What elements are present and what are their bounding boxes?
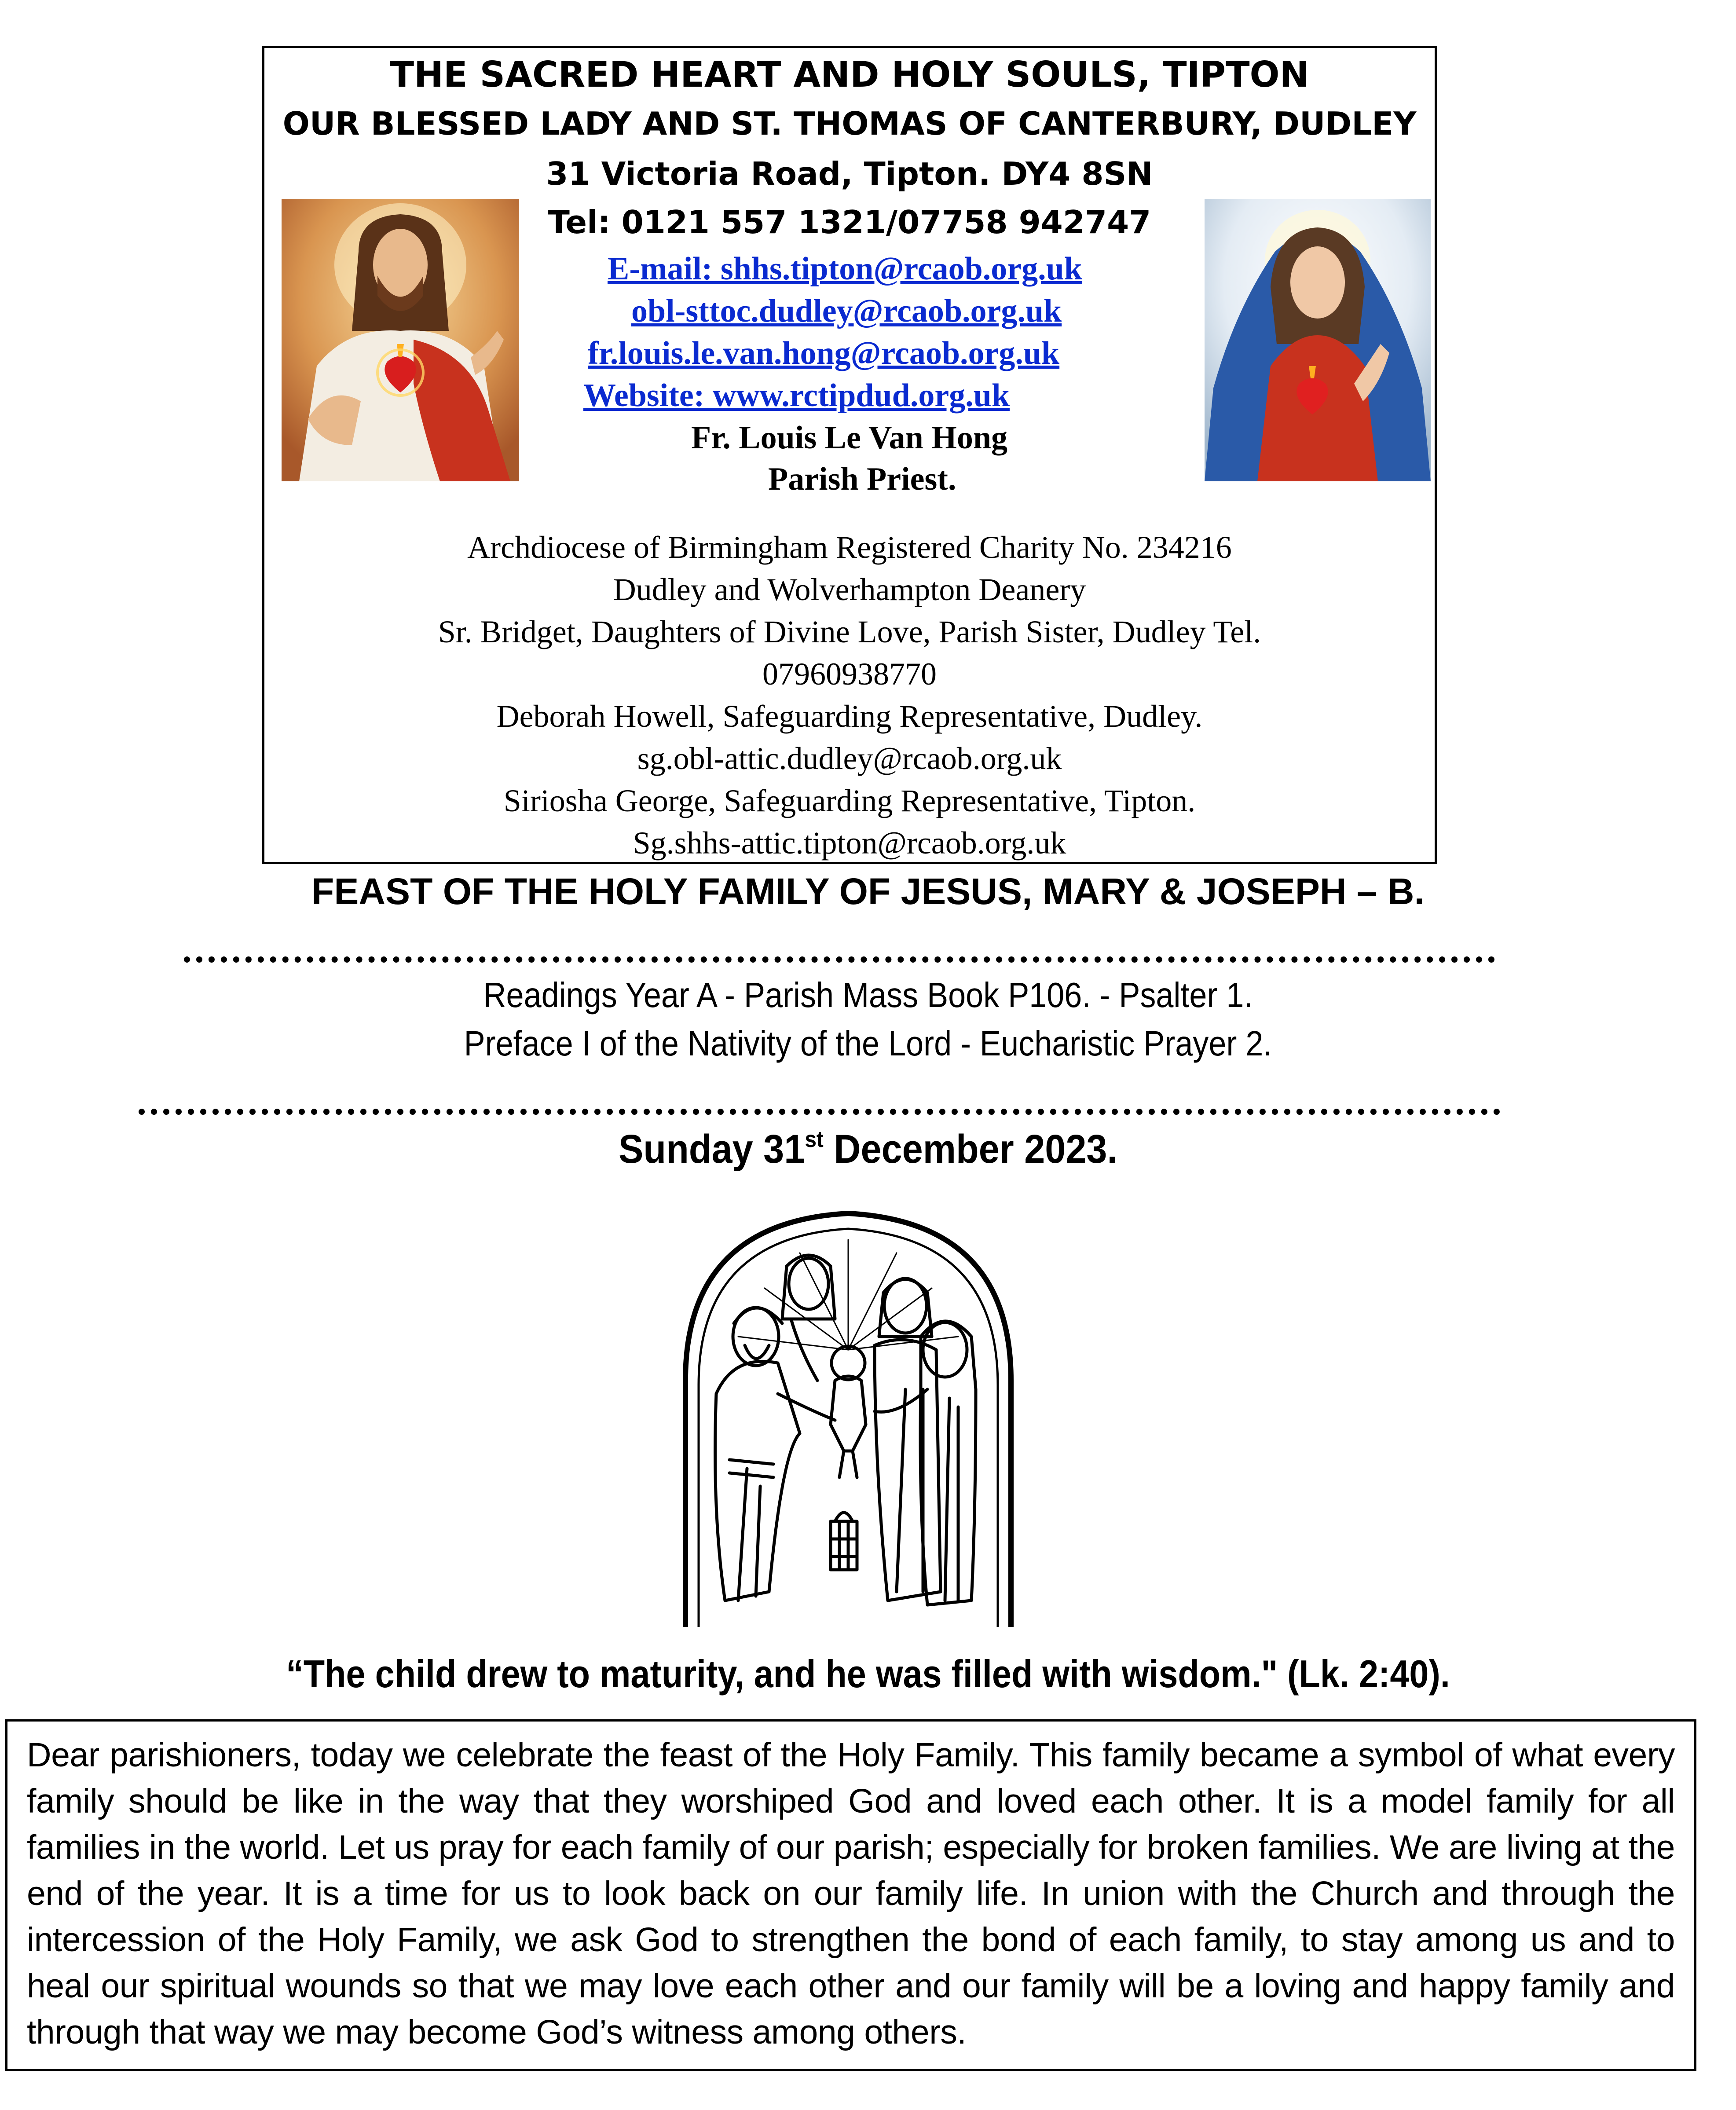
safeguarding-dudley-email: sg.obl-attic.dudley@rcaob.org.uk [637,741,1062,776]
priest-name: Fr. Louis Le Van Hong [691,420,1008,456]
gospel-quote: “The child drew to maturity, and he was filled with wisdom." (Lk. 2:40). [286,1652,1450,1696]
feast-title: FEAST OF THE HOLY FAMILY OF JESUS, MARY & JOSEPH – B. [311,871,1425,912]
parish-phone: Tel: 0121 557 1321/07758 942747 [548,204,1151,241]
parish-message-box [5,1719,1696,2071]
dotted-divider-bottom [139,1109,1500,1115]
email-link-priest[interactable]: fr.louis.le.van.hong@rcaob.org.uk [588,335,1060,371]
deanery: Dudley and Wolverhampton Deanery [613,572,1086,607]
holy-family-illustration [668,1205,1029,1627]
readings-line-2: Preface I of the Nativity of the Lord - Eucharistic Prayer 2. [464,1024,1272,1063]
charity-number: Archdiocese of Birmingham Registered Charity No. 234216 [467,530,1232,565]
safeguarding-dudley: Deborah Howell, Safeguarding Representative, Dudley. [496,699,1203,734]
dotted-divider-top [184,956,1495,963]
parish-address: 31 Victoria Road, Tipton. DY4 8SN [546,155,1153,192]
safeguarding-tipton-email: Sg.shhs-attic.tipton@rcaob.org.uk [633,825,1066,861]
parish-name-dudley: OUR BLESSED LADY AND ST. THOMAS OF CANTERBURY, DUDLEY [282,105,1417,142]
email-link-dudley[interactable]: obl-sttoc.dudley@rcaob.org.uk [631,293,1062,329]
parish-message: Dear parishioners, today we celebrate the feast of the Holy Family. This family became a symbol of what every family should be like in the way that they worshiped God and loved each other. It is a model family for all families in the world. Let us pray for each family of our parish; especially for broken families. We are living at the end of the year. It is a time for us to look back on our family life. In union with the Church and through the intercession of the Holy Family, we ask God to strengthen the bond of each family, to stay among us and to heal our spiritual wounds so that we may love each other and our family will be a loving and happy family and through that way we may become God’s witness among others. [27,1736,1675,2051]
parish-sister: Sr. Bridget, Daughters of Divine Love, Parish Sister, Dudley Tel. [438,614,1261,649]
parish-sister-phone: 07960938770 [762,656,937,692]
mass-date: Sunday 31st December 2023. [618,1127,1118,1172]
priest-title: Parish Priest. [768,461,956,497]
safeguarding-tipton: Siriosha George, Safeguarding Representative, Tipton. [503,783,1196,818]
email-link-tipton[interactable]: E-mail: shhs.tipton@rcaob.org.uk [608,251,1082,287]
parish-name-tipton: THE SACRED HEART AND HOLY SOULS, TIPTON [390,54,1309,95]
website-link[interactable]: Website: www.rctipdud.org.uk [583,377,1010,414]
readings-line-1: Readings Year A - Parish Mass Book P106. - Psalter 1. [483,975,1253,1015]
sacred-heart-portrait [282,199,519,481]
immaculate-heart-portrait [1205,199,1431,481]
